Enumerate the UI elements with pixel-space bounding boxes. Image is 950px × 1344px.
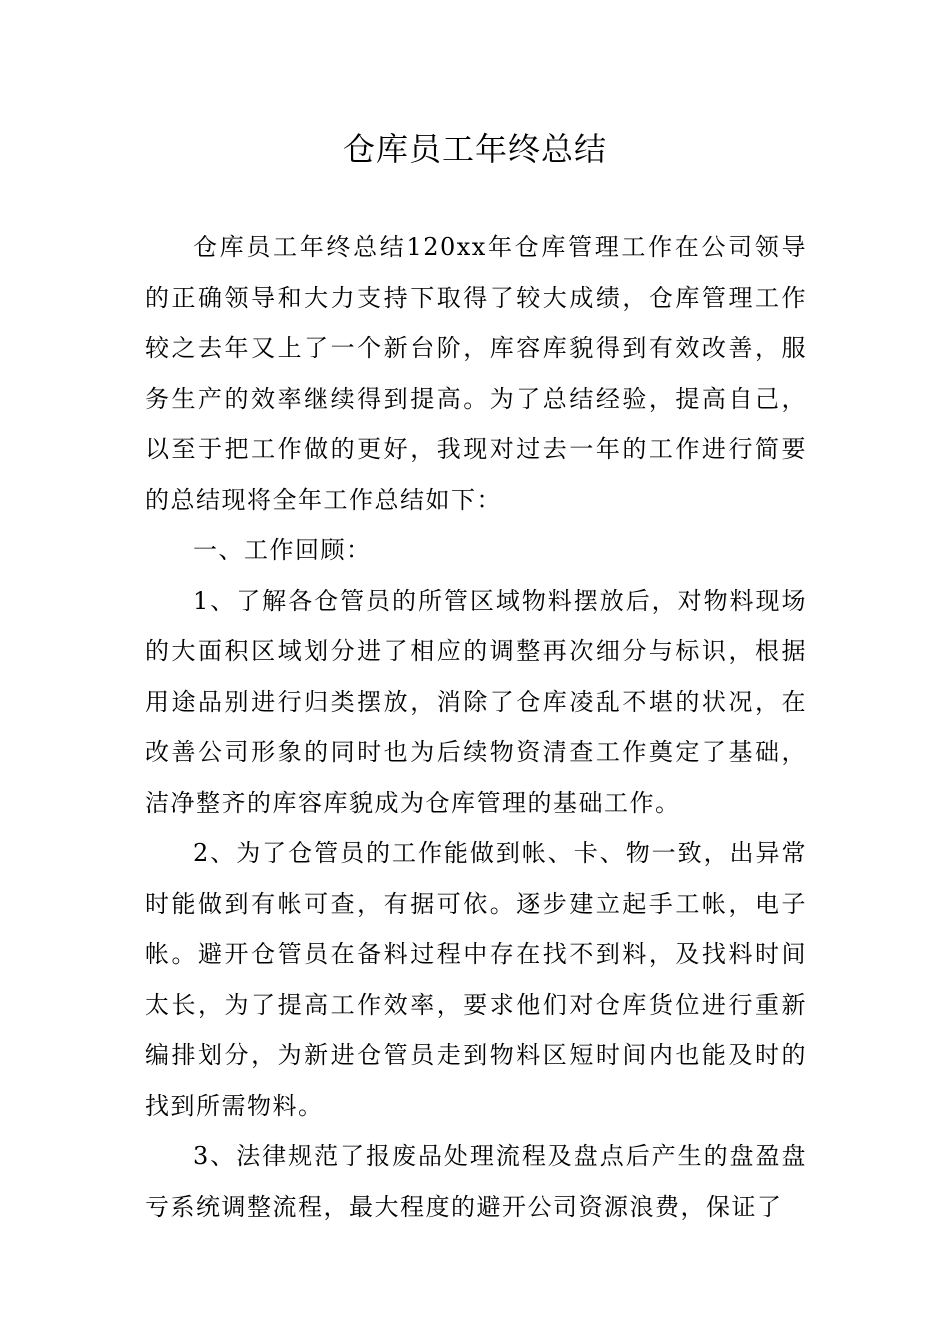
- document-title: 仓库员工年终总结: [342, 130, 607, 168]
- section-heading-work-review: 一、工作回顾：: [193, 536, 372, 564]
- paragraph-item-1: 1、了解各仓管员的所管区域物料摆放后，对物料现场的大面积区域划分进了相应的调整再次细分与标识，根据用途品别进行归类摆放，消除了仓库凌乱不堪的状况，在改善公司形象的同时也为后续物资清查工作奠定了基础，洁净整齐的库容库貌成为仓库管理的基础工作。: [145, 586, 807, 817]
- paragraph-item-3: 3、法律规范了报废品处理流程及盘点后产生的盘盈盘亏系统调整流程，最大程度的避开公司资源浪费，保证了: [145, 1142, 807, 1221]
- paragraph-intro: 仓库员工年终总结120xx年仓库管理工作在公司领导的正确领导和大力支持下取得了较大成绩，仓库管理工作较之去年又上了一个新台阶，库容库貌得到有效改善，服务生产的效率继续得到提高。为了总结经验，提高自己，以至于把工作做的更好，我现对过去一年的工作进行简要的总结现将全年工作总结如下：: [145, 233, 807, 514]
- paragraph-item-2: 2、为了仓管员的工作能做到帐、卡、物一致，出异常时能做到有帐可查，有据可依。逐步建立起手工帐，电子帐。避开仓管员在备料过程中存在找不到料，及找料时间太长，为了提高工作效率，要求他们对仓库货位进行重新编排划分，为新进仓管员走到物料区短时间内也能及时的找到所需物料。: [145, 839, 807, 1120]
- document-body: [145, 222, 807, 1232]
